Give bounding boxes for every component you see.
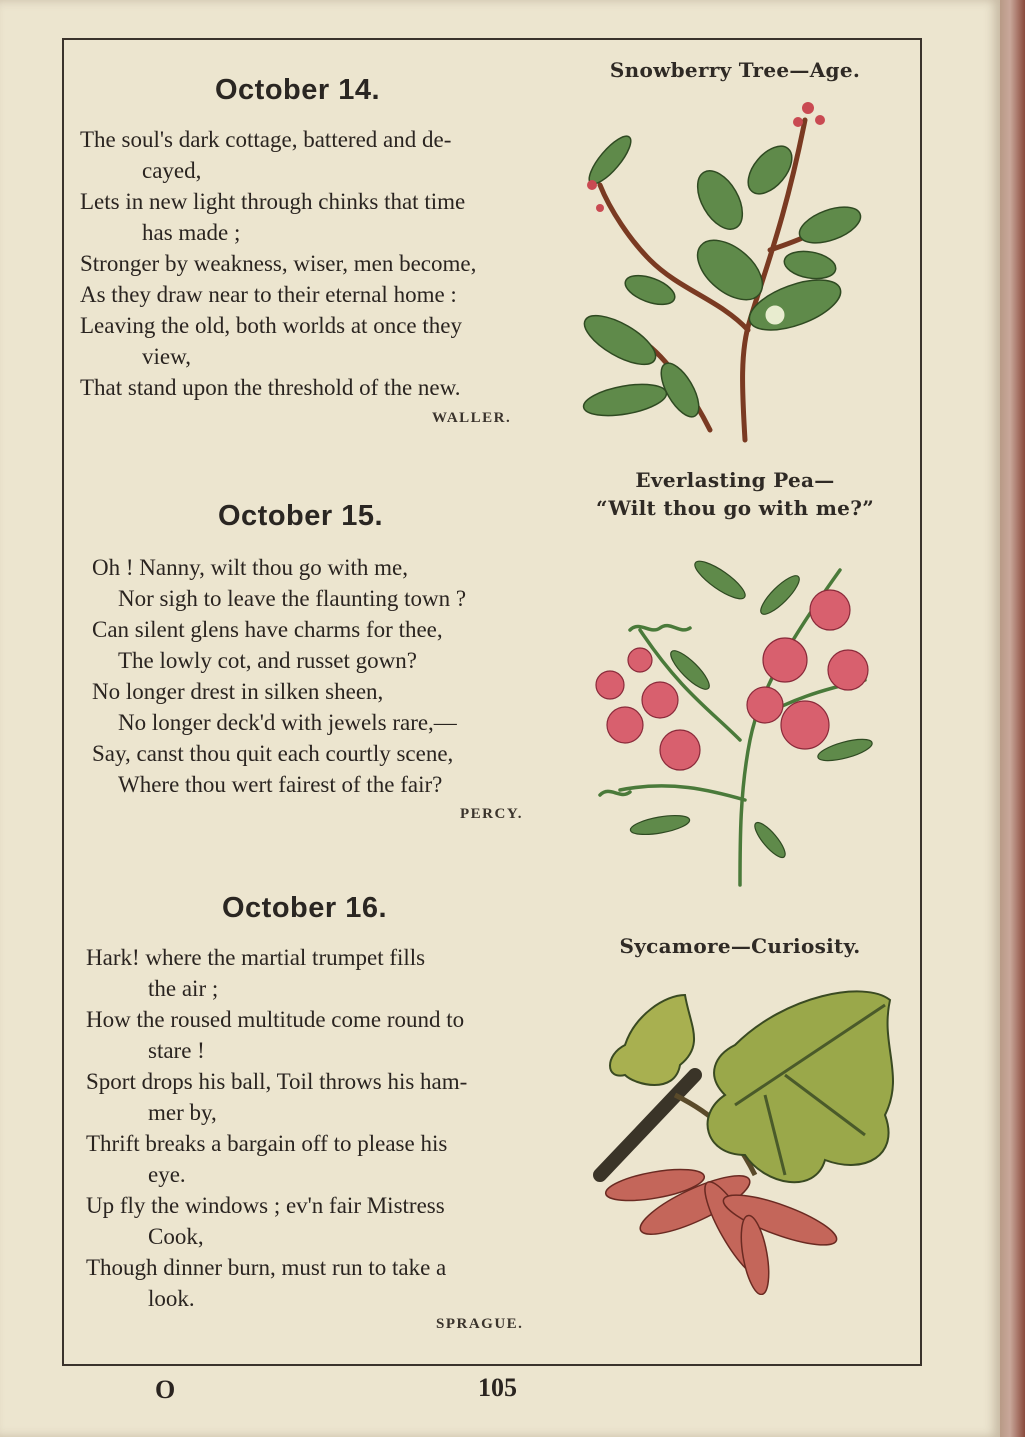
plant-caption [605, 934, 875, 958]
poem-line: the air ; [148, 976, 219, 1001]
poem-line: Hark! where the martial trumpet fills [86, 945, 426, 970]
author: SPRAGUE. [436, 1316, 524, 1332]
caption-line: “Wilt thou go with me?” [595, 496, 875, 520]
poem-line: Say, canst thou quit each courtly scene, [92, 741, 454, 766]
poem-line: view, [142, 344, 191, 369]
poem-line: Oh ! Nanny, wilt thou go with me, [92, 555, 409, 580]
poem-line: Up fly the windows ; ev'n fair Mistress [86, 1193, 445, 1218]
poem-line: Lets in new light through chinks that time [80, 189, 466, 214]
caption-line: Snowberry Tree—Age. [609, 58, 861, 82]
poem-line: Though dinner burn, must run to take a [86, 1255, 447, 1280]
poem [80, 124, 476, 403]
entry-date: October 14. [215, 74, 381, 106]
poem-line: Can silent glens have charms for thee, [92, 617, 443, 642]
poem-line: No longer drest in silken sheen, [92, 679, 384, 704]
poem [86, 942, 467, 1314]
poem-line: The soul's dark cottage, battered and de- [80, 127, 452, 152]
poem-line: Nor sigh to leave the flaunting town ? [118, 586, 467, 611]
poem-line: Thrift breaks a bargain off to please his [86, 1131, 448, 1156]
author: WALLER. [432, 410, 512, 426]
poem-line: As they draw near to their eternal home : [80, 282, 457, 307]
poem-line: That stand upon the threshold of the new. [80, 375, 461, 400]
poem-line: Stronger by weakness, wiser, men become, [80, 251, 477, 276]
poem-line: Leaving the old, both worlds at once they [80, 313, 462, 338]
poem-line: Sport drops his ball, Toil throws his ham- [86, 1069, 468, 1094]
entry-date: October 16. [222, 892, 388, 924]
poem-line: Cook, [148, 1224, 204, 1249]
poem-line: cayed, [142, 158, 202, 183]
poem-line: look. [148, 1286, 195, 1311]
poem-line: The lowly cot, and russet gown? [118, 648, 417, 673]
signature-mark: O [155, 1375, 176, 1404]
poem-line: has made ; [142, 220, 241, 245]
sweet-pea-illustration [580, 540, 900, 890]
poem-line: No longer deck'd with jewels rare,— [118, 710, 457, 735]
plant-caption [600, 58, 870, 82]
poem-line: How the roused multitude come round to [86, 1007, 465, 1032]
poem-line: Where thou wert fairest of the fair? [118, 772, 443, 797]
poem [92, 552, 466, 800]
entry-date: October 15. [218, 500, 384, 532]
page-number: 105 [478, 1373, 517, 1402]
caption-line: Sycamore—Curiosity. [619, 934, 861, 958]
author: PERCY. [460, 806, 524, 822]
poem-line: stare ! [148, 1038, 205, 1063]
caption-line: Everlasting Pea— [635, 468, 835, 492]
book-edge [1000, 0, 1025, 1437]
plant-caption [575, 466, 895, 522]
poem-line: mer by, [148, 1100, 217, 1125]
sycamore-illustration [585, 985, 910, 1295]
poem-line: eye. [148, 1162, 186, 1187]
snowberry-illustration [570, 90, 890, 450]
